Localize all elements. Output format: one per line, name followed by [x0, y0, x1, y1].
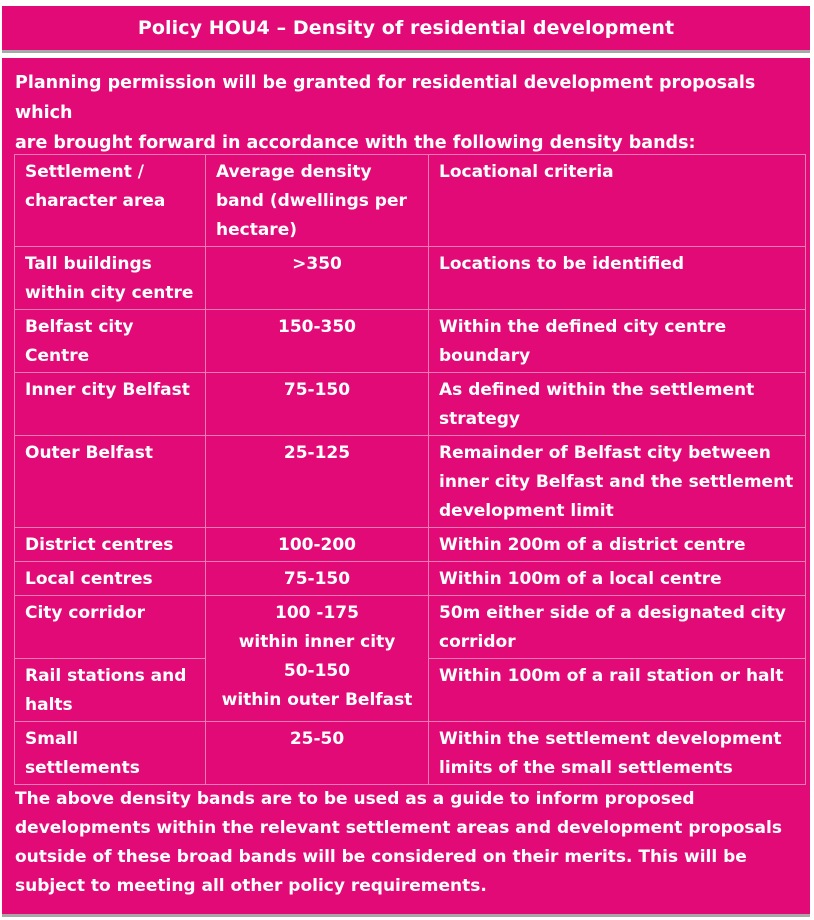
table-row: [15, 596, 806, 659]
settlement-cell: Local centres: [15, 562, 206, 596]
settlement-cell: Rail stations and halts: [15, 659, 206, 722]
table-row: [15, 436, 806, 528]
criteria-cell: Within 100m of a rail station or halt: [429, 659, 806, 722]
density-cell: >350: [206, 247, 429, 310]
table-row: [15, 528, 806, 562]
density-cell-merged: 100 -175 within inner city 50-150 within outer Belfast: [206, 596, 429, 722]
settlement-cell: Inner city Belfast: [15, 373, 206, 436]
settlement-cell: City corridor: [15, 596, 206, 659]
settlement-cell: Small settlements: [15, 722, 206, 785]
criteria-cell: Within the settlement development limits of the small settlements: [429, 722, 806, 785]
density-cell: 150-350: [206, 310, 429, 373]
header-settlement: Settlement / character area: [15, 155, 206, 247]
criteria-cell: 50m either side of a designated city corridor: [429, 596, 806, 659]
density-cell: 75-150: [206, 373, 429, 436]
criteria-cell: Within 100m of a local centre: [429, 562, 806, 596]
density-cell: 25-125: [206, 436, 429, 528]
outro-line: subject to meeting all other policy requirements.: [15, 876, 487, 896]
outro-line: The above density bands are to be used as a guide to inform proposed: [15, 789, 695, 809]
criteria-cell: Within 200m of a district centre: [429, 528, 806, 562]
intro-line: Planning permission will be granted for residential development proposals which: [15, 73, 756, 123]
density-cell: 75-150: [206, 562, 429, 596]
outro-paragraph: [15, 785, 805, 901]
criteria-cell: Within the defined city centre boundary: [429, 310, 806, 373]
outro-line: outside of these broad bands will be considered on their merits. This will be: [15, 847, 747, 867]
table-row: [15, 373, 806, 436]
density-cell: 25-50: [206, 722, 429, 785]
header-density: Average density band (dwellings per hectare): [206, 155, 429, 247]
intro-line: are brought forward in accordance with the following density bands:: [15, 133, 696, 153]
criteria-cell: Remainder of Belfast city between inner city Belfast and the settlement development limit: [429, 436, 806, 528]
table-row: [15, 310, 806, 373]
table-header-row: [15, 155, 806, 247]
settlement-cell: Tall buildings within city centre: [15, 247, 206, 310]
outro-line: developments within the relevant settlement areas and development proposals: [15, 818, 782, 838]
header-criteria: Locational criteria: [429, 155, 806, 247]
criteria-cell: Locations to be identified: [429, 247, 806, 310]
settlement-cell: Belfast city Centre: [15, 310, 206, 373]
table-row: [15, 247, 806, 310]
policy-title-bar: [2, 6, 810, 50]
intro-paragraph: [15, 68, 805, 158]
settlement-cell: Outer Belfast: [15, 436, 206, 528]
criteria-cell: As defined within the settlement strategy: [429, 373, 806, 436]
density-bands-table: [14, 154, 806, 785]
table-row: [15, 722, 806, 785]
table-row: [15, 562, 806, 596]
policy-title: Policy HOU4 – Density of residential development: [137, 17, 675, 39]
policy-panel: [2, 58, 810, 914]
settlement-cell: District centres: [15, 528, 206, 562]
density-cell: 100-200: [206, 528, 429, 562]
